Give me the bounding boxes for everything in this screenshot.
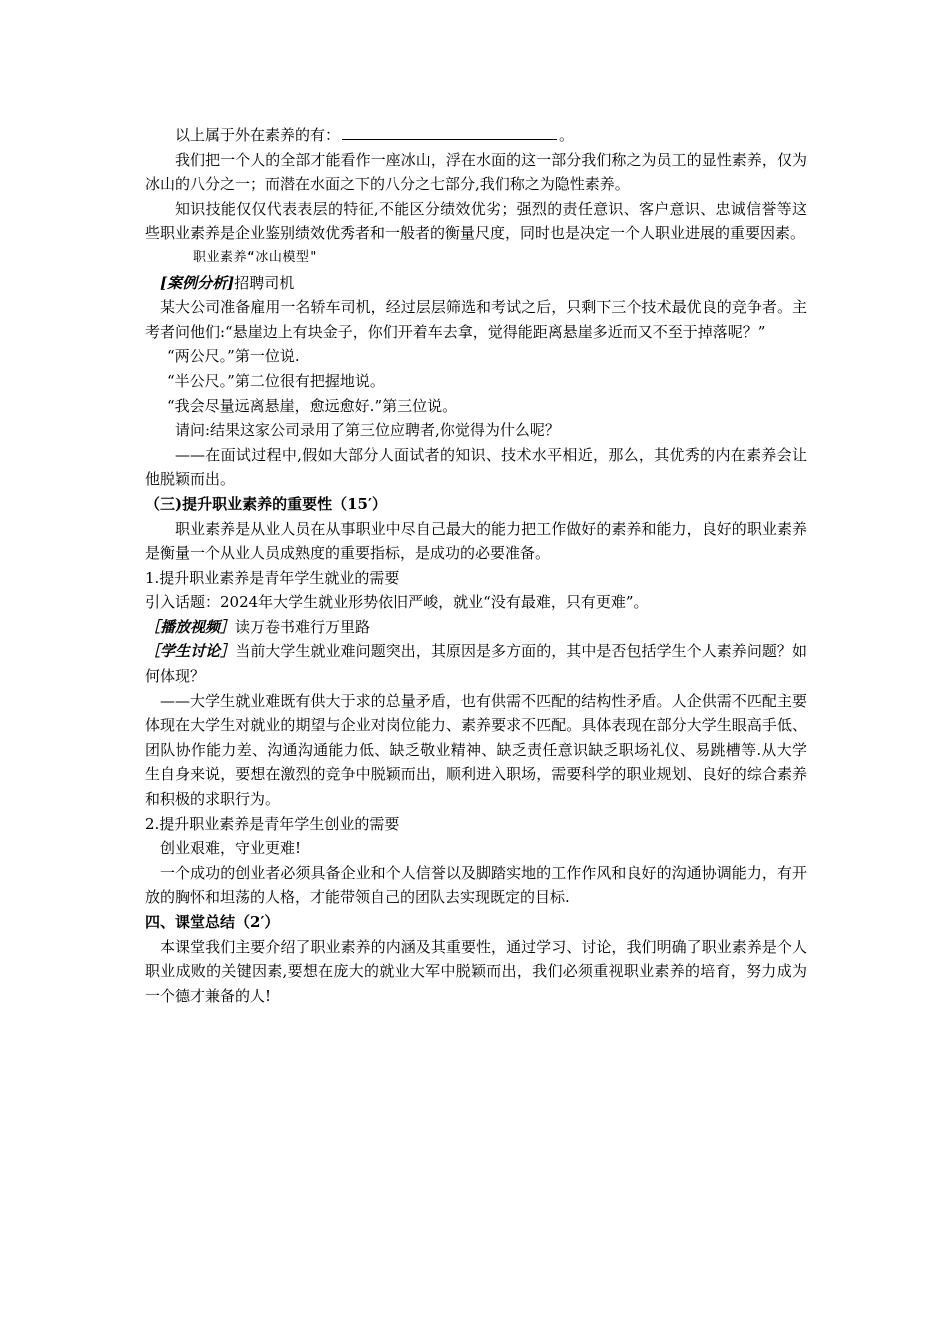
video-heading	[145, 615, 807, 640]
video-label: ［播放视频］	[145, 617, 236, 636]
discussion-paragraph: ［学生讨论］当前大学生就业难问题突出，其原因是多方面的，其中是否包括学生个人素养问题？如何体现？	[145, 642, 807, 686]
paragraph-topic-intro: 引入话题：2024年大学生就业形势依旧严峻，就业“没有最难，只有更难”。	[145, 593, 649, 612]
document-body	[145, 123, 807, 1008]
subheading-employment: 1.提升职业素养是青年学生就业的需要	[145, 568, 400, 587]
subheading-entrepreneurship: 2.提升职业素养是青年学生创业的需要	[145, 814, 400, 833]
paragraph-question: 请问:结果这家公司录用了第三位应聘者,你觉得为什么呢？	[175, 421, 560, 440]
paragraph-entrepreneur: 一个成功的创业者必须具备企业和个人信誉以及脚踏实地的工作作风和良好的沟通协调能力，有开放的胸怀和坦荡的人格，才能带领自己的团队去实现既定的目标.	[145, 863, 807, 907]
case-analysis-heading	[145, 271, 807, 296]
paragraph-first-answer: “两公尺。”第一位说.	[167, 347, 300, 366]
paragraph-outer-qualities: 以上属于外在素养的有： 。	[175, 126, 575, 144]
paragraph-case-story: 某大公司准备雇用一名轿车司机，经过层层筛选和考试之后，只剩下三个技术最优良的竞争者。主考者问他们:“悬崖边上有块金子，你们开着车去拿，觉得能距离悬崖多近而又不至于掉落呢？”	[145, 298, 807, 341]
section-heading-summary: 四、课堂总结（2′）	[145, 913, 280, 931]
case-label: [案例分析]	[160, 273, 235, 292]
paragraph-second-answer: “半公尺。”第二位很有把握地说。	[167, 371, 385, 390]
paragraph-summary: 本课堂我们主要介绍了职业素养的内涵及其重要性，通过学习、讨论，我们明确了职业素养是个人职业成败的关键因素,要想在庞大的就业大军中脱颖而出，我们必须重视职业素养的培育，努力成为一个德才兼备的人!	[145, 937, 807, 1005]
paragraph-startup-motto: 创业艰难，守业更难!	[160, 839, 302, 858]
paragraph-iceberg: 我们把一个人的全部才能看作一座冰山，浮在水面的这一部分我们称之为员工的显性素养，仅为冰山的八分之一；而潜在水面之下的八分之七部分,我们称之为隐性素养。	[145, 150, 807, 194]
section-heading-importance: （三)提升职业素养的重要性（15′）	[145, 494, 387, 513]
discussion-label: ［学生讨论］	[145, 642, 236, 661]
iceberg-model-caption: 职业素养“冰山模型"	[193, 249, 318, 265]
paragraph-employment-analysis: ——大学生就业难既有供大于求的总量矛盾，也有供需不匹配的结构性矛盾。人企供需不匹配主要体现在大学生对就业的期望与企业对岗位能力、素养要求不匹配。具体表现在部分大学生眼高手低、团队协作能力差、沟通沟通能力低、缺乏敬业精神、缺乏责任意识缺乏职场礼仪、易跳槽等.从大学生自身来说，要想在激烈的竞争中脱颖而出，顺利进入职场，需要科学的职业规划、良好的综合素养和积极的求职行为。	[145, 691, 807, 809]
paragraph-third-answer: “我会尽量远离悬崖，愈远愈好.”第三位说。	[167, 396, 458, 415]
fill-in-blank	[342, 124, 557, 140]
case-title: 招聘司机	[234, 273, 295, 292]
paragraph-knowledge-skills: 知识技能仅仅代表表层的特征,不能区分绩效优劣；强烈的责任意识、客户意识、忠诚信誉等这些职业素养是企业鉴别绩效优秀者和一般者的衡量尺度，同时也是决定一个人职业进展的重要因素。	[145, 199, 807, 243]
paragraph-importance: 职业素养是从业人员在从事职业中尽自己最大的能力把工作做好的素养和能力，良好的职业素养是衡量一个从业人员成熟度的重要指标，是成功的必要准备。	[145, 519, 807, 563]
video-title: 读万卷书难行万里路	[235, 617, 371, 636]
paragraph-case-conclusion: ——在面试过程中,假如大部分人面试者的知识、技术水平相近，那么，其优秀的内在素养会让他脱颖而出。	[145, 445, 807, 489]
